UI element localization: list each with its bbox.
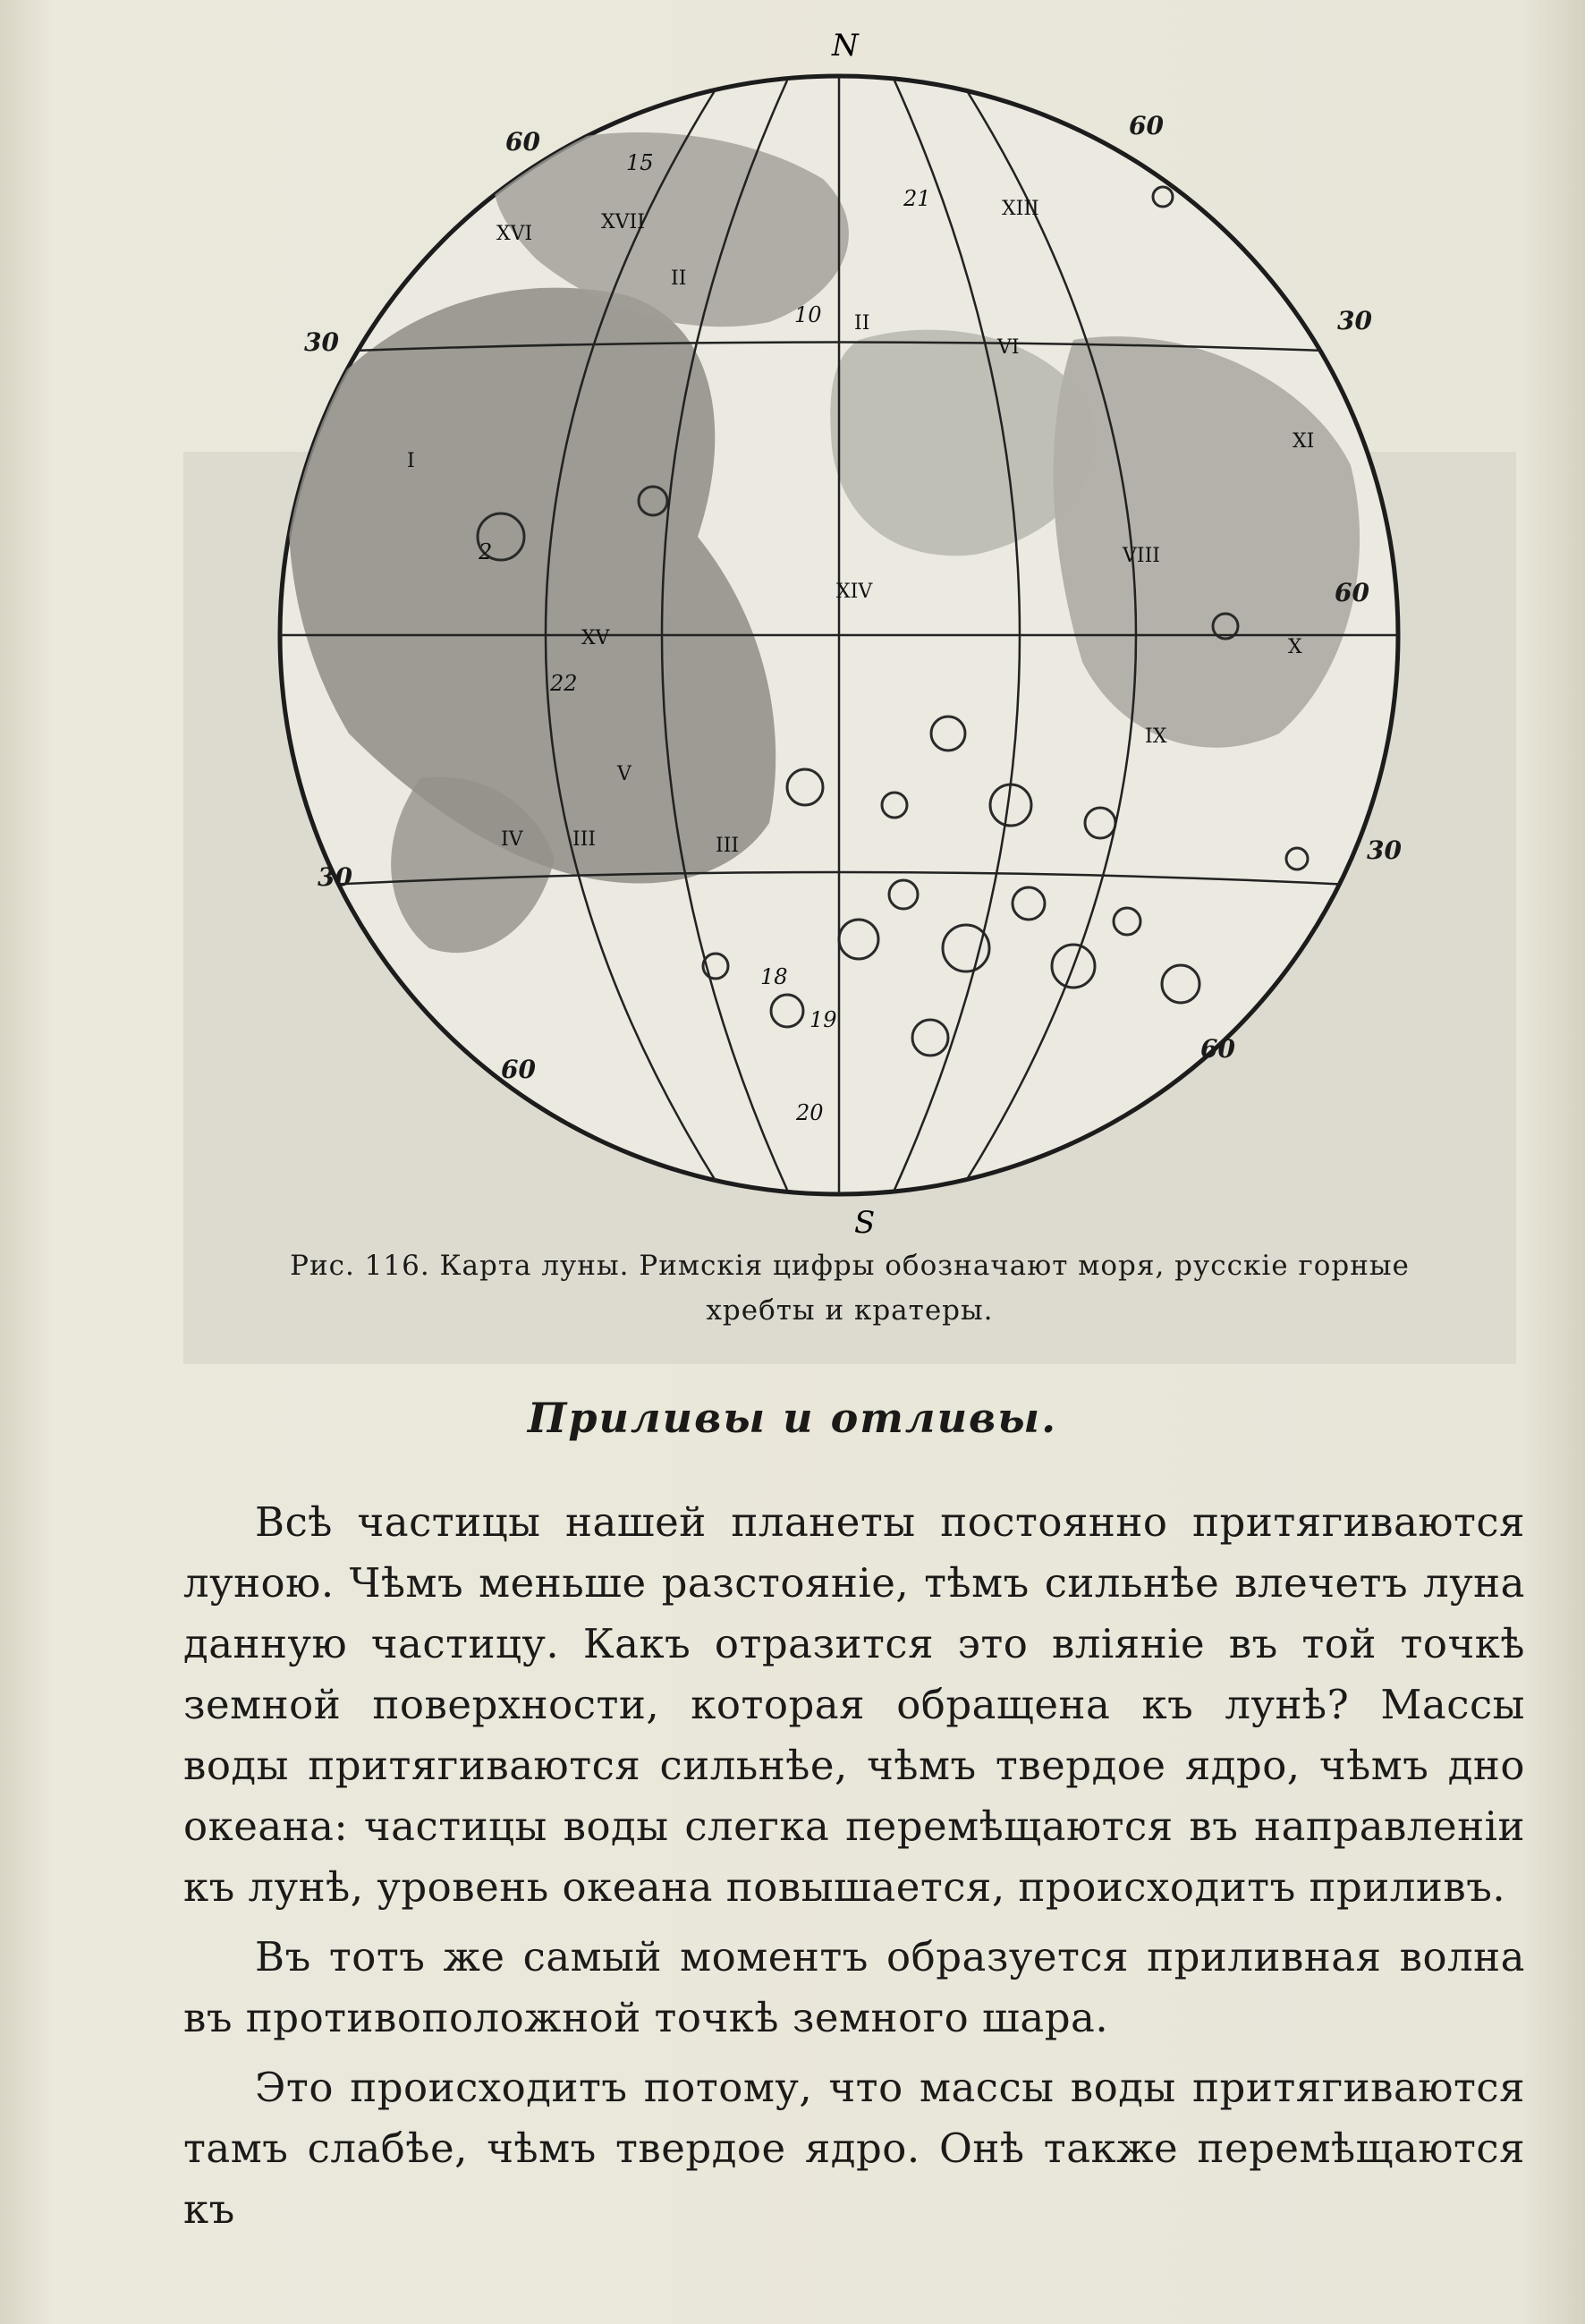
- sea-numeral: IV: [501, 828, 523, 851]
- sea-numeral: III: [716, 835, 740, 857]
- paragraph: Это происходитъ потому, что массы воды притягиваются тамъ слабѣе, чѣмъ твердое ядро. Онѣ также перемѣщаются къ: [183, 2064, 1525, 2233]
- crater-number: 15: [626, 150, 654, 175]
- latitude-label: 30: [1337, 306, 1372, 335]
- crater-number: 20: [796, 1100, 824, 1125]
- crater-number: 22: [550, 671, 578, 696]
- sea-numeral: II: [671, 267, 687, 290]
- section-heading: Приливы и отливы.: [527, 1394, 1058, 1442]
- crater-number: 21: [903, 186, 931, 211]
- caption-line: Рис. 116. Карта луны. Римскія цифры обозначают моря, русскіе горные: [290, 1250, 1410, 1282]
- latitude-label: 60: [1335, 578, 1369, 607]
- crater-number: 2: [479, 539, 493, 564]
- sea-numeral: X: [1288, 636, 1302, 658]
- sea-numeral: VIII: [1123, 545, 1160, 567]
- latitude-label: 60: [1200, 1034, 1235, 1064]
- latitude-label: 60: [1129, 111, 1164, 140]
- sea-numeral: IX: [1145, 725, 1167, 748]
- sea-numeral: V: [617, 763, 631, 785]
- sea-numeral: III: [572, 828, 597, 851]
- body-text: [183, 1492, 1525, 2249]
- paragraph: Всѣ частицы нашей планеты постоянно притягиваются луною. Чѣмъ меньше разстояніе, тѣмъ сильнѣе влечетъ луна данную частицу. Какъ отразится это вліяніе въ той точкѣ земной поверхности, которая обращена къ лунѣ? Массы воды притягиваются сильнѣе, чѣмъ твердое ядро, чѣмъ дно океана: частицы воды слегка перемѣщаются въ направленіи къ лунѣ, уровень океана повышается, происходитъ приливъ.: [183, 1498, 1525, 1911]
- crater-number: 18: [760, 964, 788, 989]
- latitude-label: 30: [318, 862, 352, 892]
- latitude-label: 30: [304, 327, 339, 357]
- crater-number: 10: [794, 302, 822, 327]
- sea-numeral: XVI: [496, 223, 533, 245]
- sea-numeral: XIV: [836, 581, 873, 603]
- sea-numeral: VI: [997, 336, 1020, 359]
- sea-numeral: XV: [581, 627, 610, 649]
- paragraph: Въ тотъ же самый моментъ образуется приливная волна въ противоположной точкѣ земного шара.: [183, 1933, 1525, 2041]
- latitude-label: 30: [1367, 835, 1402, 865]
- crater: [1259, 221, 1282, 244]
- sea-numeral: I: [407, 450, 415, 472]
- sea-numeral: XI: [1293, 430, 1315, 453]
- latitude-label: 60: [501, 1055, 536, 1084]
- crater-number: 19: [809, 1007, 837, 1032]
- compass-south: S: [854, 1205, 876, 1234]
- caption-line: хребты и кратеры.: [706, 1294, 994, 1327]
- figure-caption: [183, 1243, 1516, 1333]
- sea-numeral: II: [854, 312, 870, 335]
- sea-numeral: XVII: [601, 211, 645, 233]
- latitude-label: 60: [505, 127, 540, 157]
- compass-north: N: [832, 28, 859, 64]
- sea-numeral: XIII: [1002, 198, 1039, 220]
